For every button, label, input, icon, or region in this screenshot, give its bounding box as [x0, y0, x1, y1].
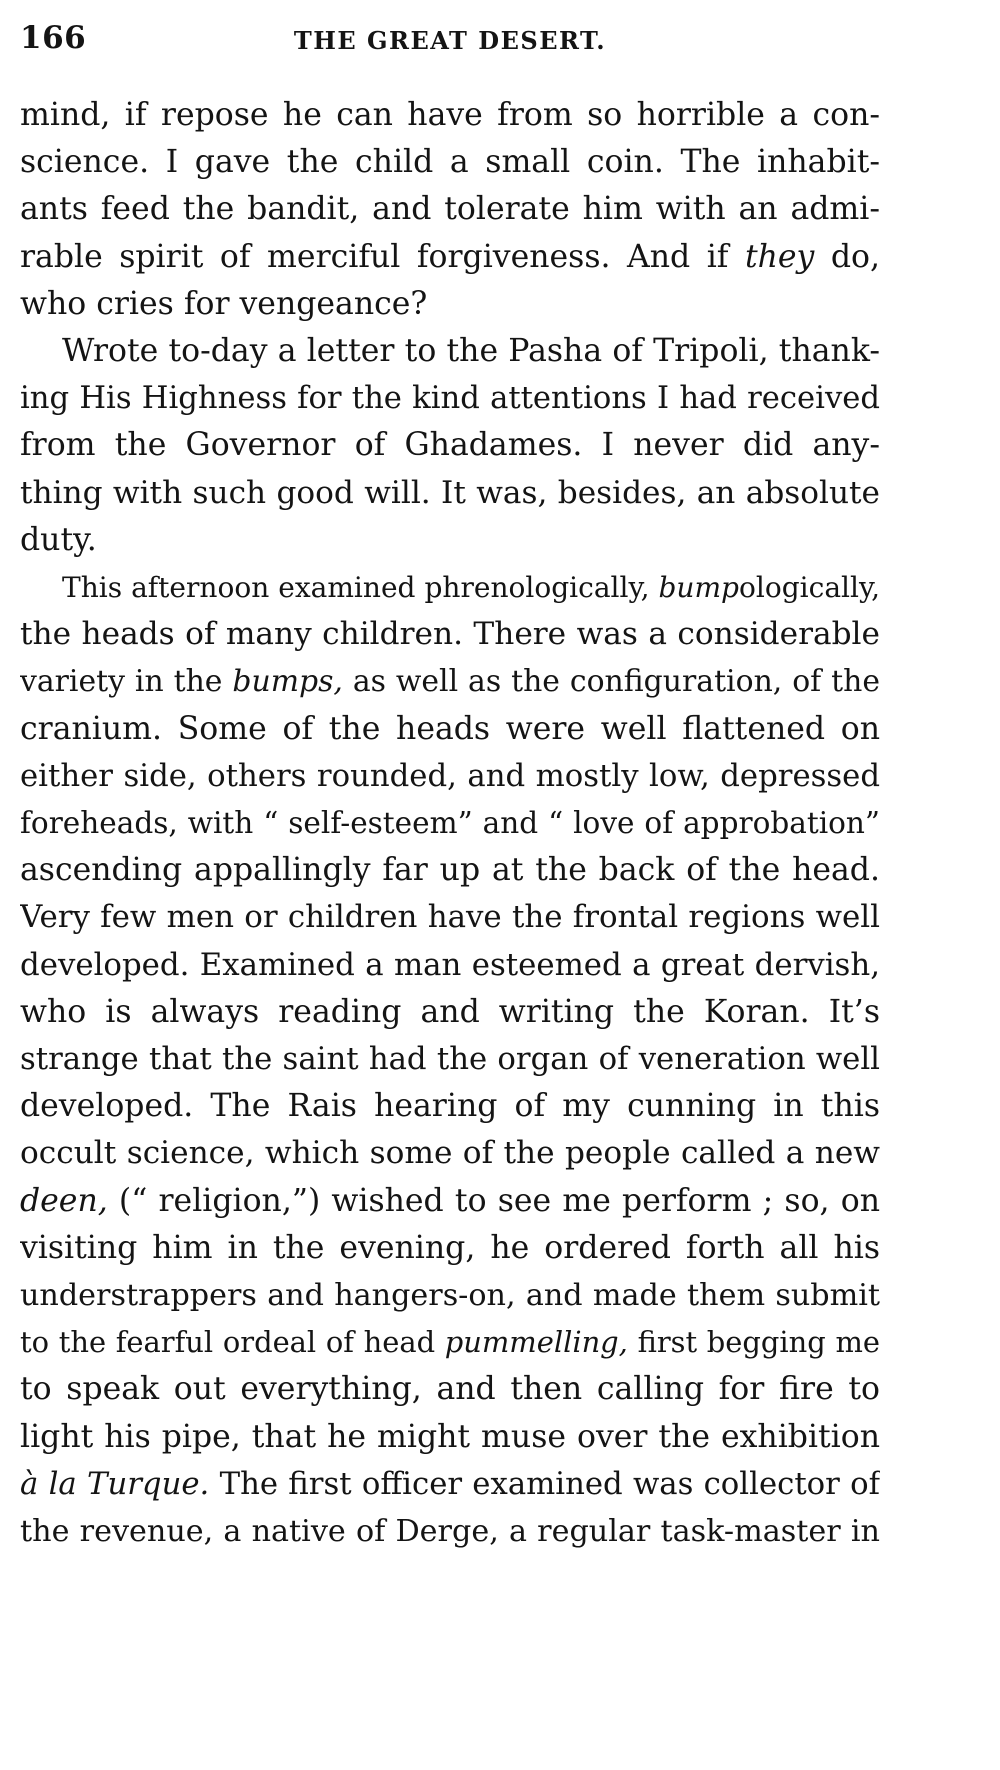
italic-text: pummelling, [444, 1325, 628, 1360]
text-line: the revenue, a native of Derge, a regular task-master in [20, 1514, 880, 1550]
text-line: who is always reading and writing the Koran. It’s [20, 993, 880, 1030]
text-line: who cries for vengeance? [20, 285, 428, 322]
text-line: understrappers and hangers-on, and made them submit [20, 1278, 880, 1314]
page-number: 166 [20, 20, 87, 56]
text-line: mind, if repose he can have from so horrible a con- [20, 97, 880, 133]
text-line: Wrote to-day a letter to the Pasha of Tripoli, thank- [62, 333, 880, 370]
italic-text: à la Turque. [20, 1465, 210, 1502]
text-line: à la Turque. The first officer examined was collector of [20, 1465, 880, 1502]
text-line: ing His Highness for the kind attentions I had received [20, 381, 880, 417]
paragraph-2 [20, 328, 880, 564]
text-line: Very few men or children have the frontal regions well [20, 899, 880, 936]
text-line: This afternoon examined phrenologically, bumpologically, [62, 571, 880, 605]
text-line: occult science, which some of the people called a new [20, 1135, 880, 1172]
text-line: deen, (“ religion,”) wished to see me perform ; so, on [20, 1182, 880, 1219]
paragraph-3 [20, 564, 880, 1555]
text-line: from the Governor of Ghadames. I never did any- [20, 427, 880, 464]
text-line: cranium. Some of the heads were well flattened on [20, 710, 880, 747]
text-line: the heads of many children. There was a considerable [20, 616, 880, 653]
body-text [20, 92, 880, 1555]
text-line: foreheads, with “ self-esteem” and “ love of approbation” [20, 806, 880, 841]
text-line: ants feed the bandit, and tolerate him with an admi- [20, 191, 880, 228]
text-line: visiting him in the evening, he ordered forth all his [20, 1229, 880, 1266]
paragraph-1 [20, 92, 880, 328]
text-line: developed. Examined a man esteemed a great dervish, [20, 946, 880, 983]
text-line: strange that the saint had the organ of veneration well [20, 1041, 880, 1078]
book-page [20, 18, 880, 1555]
text-line: science. I gave the child a small coin. The inhabit- [20, 144, 880, 181]
italic-text: bumps, [232, 664, 343, 700]
text-line: to the fearful ordeal of head pummelling, first begging me [20, 1325, 880, 1360]
text-line: rable spirit of merciful forgiveness. And if they do, [20, 238, 880, 275]
text-line: light his pipe, that he might muse over the exhibition [20, 1418, 880, 1455]
running-head: THE GREAT DESERT. [293, 26, 607, 55]
italic-text: they [744, 238, 815, 275]
text-line: ascending appallingly far up at the back of the head. [20, 852, 880, 889]
text-line: thing with such good will. It was, besides, an absolute [20, 474, 880, 511]
text-line: either side, others rounded, and mostly low, depressed [20, 757, 880, 794]
text-line: developed. The Rais hearing of my cunning in this [20, 1088, 880, 1125]
italic-text: bump [658, 571, 739, 605]
italic-text: deen, [20, 1182, 108, 1219]
text-line: duty. [20, 521, 97, 558]
page-header [20, 18, 880, 66]
text-line: variety in the bumps, as well as the configuration, of the [20, 664, 880, 700]
text-line: to speak out everything, and then calling for fire to [20, 1371, 880, 1408]
